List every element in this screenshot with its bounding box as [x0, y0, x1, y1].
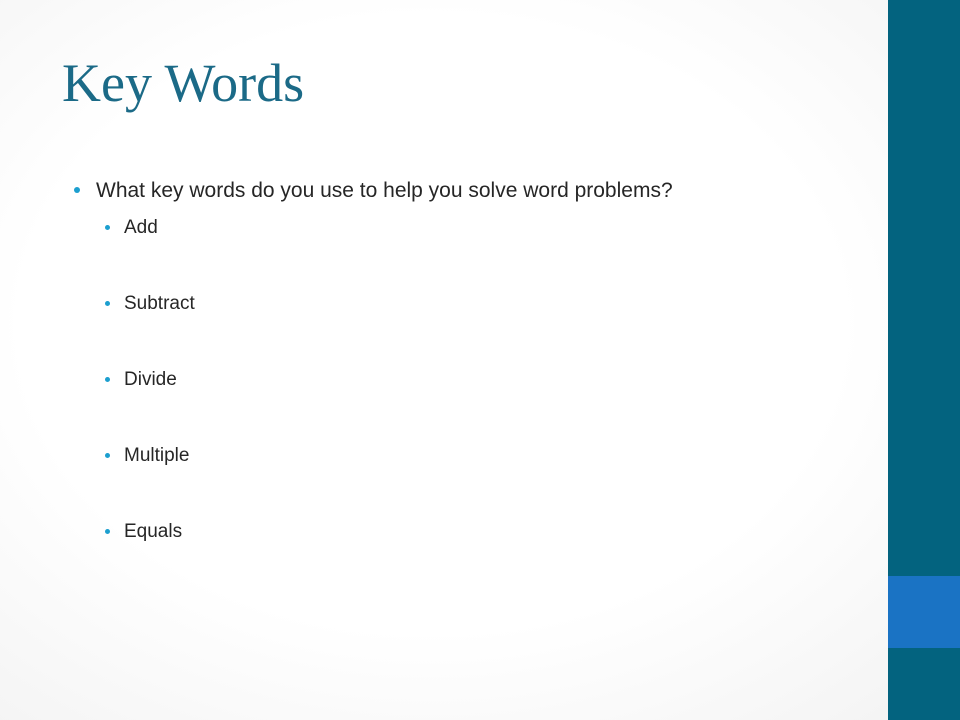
slide-content: [72, 176, 872, 595]
side-accent-square: [888, 576, 960, 648]
bullet-item: [72, 176, 872, 205]
bullet-dot-icon: [105, 377, 110, 382]
bullet-dot-icon: [74, 187, 80, 193]
slide-title: Key Words: [62, 53, 305, 113]
bullet-dot-icon: [105, 225, 110, 230]
sub-bullet-list: [72, 215, 872, 545]
bullet-dot-icon: [105, 453, 110, 458]
sub-bullet-item: [104, 519, 872, 545]
sub-bullet-text: Divide: [124, 369, 177, 391]
sub-bullet-item: [104, 215, 872, 241]
bullet-text: What key words do you use to help you solve word problems?: [96, 179, 673, 202]
bullet-dot-icon: [105, 529, 110, 534]
sub-bullet-text: Add: [124, 217, 158, 239]
bullet-dot-icon: [105, 301, 110, 306]
sub-bullet-item: [104, 367, 872, 393]
sub-bullet-item: [104, 291, 872, 317]
sub-bullet-item: [104, 443, 872, 469]
sub-bullet-text: Equals: [124, 521, 183, 543]
sub-bullet-text: Subtract: [124, 293, 195, 315]
sub-bullet-text: Multiple: [124, 445, 190, 467]
